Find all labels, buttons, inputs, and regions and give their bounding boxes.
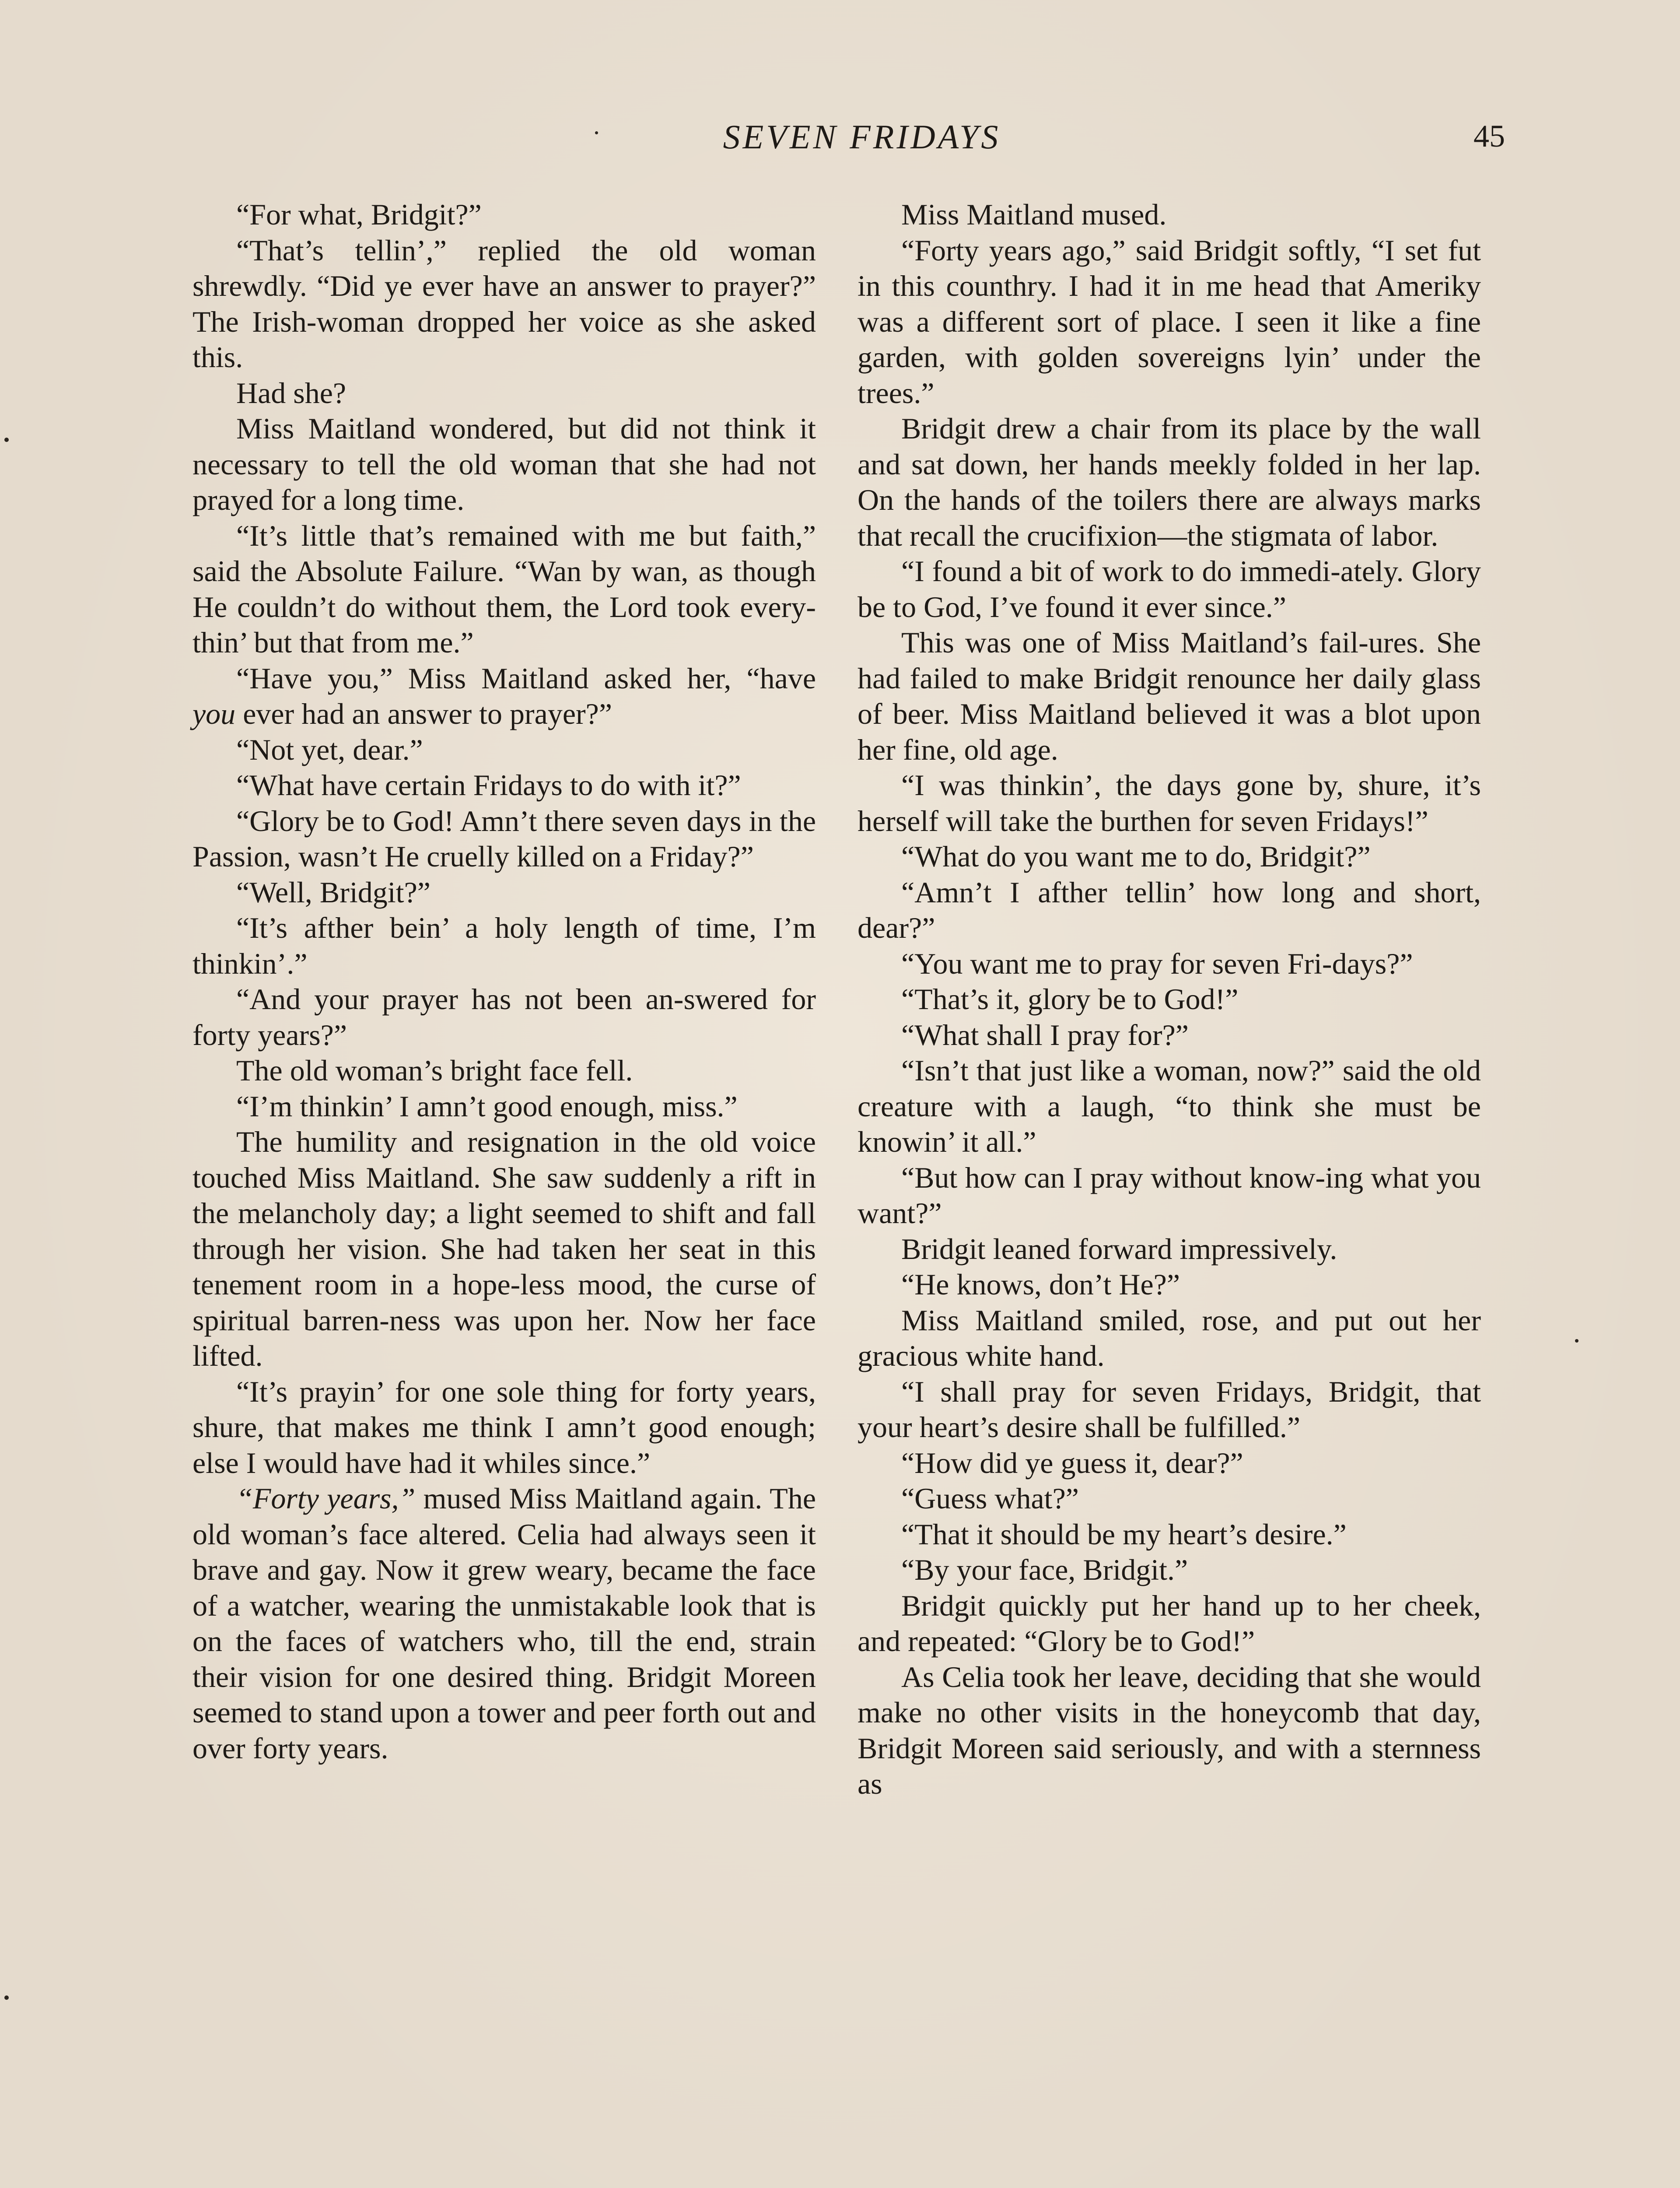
- paragraph: “It’s afther bein’ a holy length of time, I’m thinkin’.”: [192, 911, 816, 980]
- paragraph: As Celia took her leave, deciding that she would make no other visits in the honeycomb that day, Bridgit Moreen said seriously, and with a sternness as: [858, 1660, 1481, 1800]
- paragraph: Miss Maitland mused.: [901, 198, 1167, 231]
- paragraph: “And your prayer has not been an-swered for forty years?”: [192, 982, 816, 1052]
- paragraph: Bridgit leaned forward impressively.: [901, 1232, 1337, 1266]
- paragraph: This was one of Miss Maitland’s fail-ures. She had failed to make Bridgit renounce her daily glass of beer. Miss Maitland believed it was a blot upon her fine, old age.: [858, 626, 1481, 766]
- paragraph-text: mused Miss Maitland again. The old woman’s face altered. Celia had always seen it brave and gay. Now it grew weary, became the face of a watcher, wearing the unmistakable look that is on the faces of watchers who, till the end, strain their vision for one desired thing. Bridgit Moreen seemed to stand upon a tower and peer forth out and over forty years.: [192, 1482, 816, 1765]
- paragraph: “Well, Bridgit?”: [236, 875, 430, 909]
- page-number: 45: [1474, 119, 1505, 154]
- ink-speck: [1575, 1339, 1578, 1343]
- paragraph: “I shall pray for seven Fridays, Bridgit, that your heart’s desire shall be fulfilled.”: [858, 1375, 1481, 1444]
- paragraph: “Glory be to God! Amn’t there seven days in the Passion, wasn’t He cruelly killed on a Friday?”: [192, 804, 816, 873]
- paragraph: “That it should be my heart’s desire.”: [901, 1517, 1347, 1551]
- paragraph: “Forty years ago,” said Bridgit softly, “I set fut in this counthry. I had it in me head that Ameriky was a different sort of place. I seen it like a fine garden, with golden sovereigns lyin’ under the trees.”: [858, 233, 1481, 410]
- paragraph-text: “Have you,” Miss Maitland asked her, “have: [236, 661, 816, 695]
- paragraph: Miss Maitland smiled, rose, and put out her gracious white hand.: [858, 1303, 1481, 1372]
- paragraph: “Not yet, dear.”: [236, 733, 423, 766]
- paragraph: “Isn’t that just like a woman, now?” said the old creature with a laugh, “to think she must be knowin’ it all.”: [858, 1054, 1481, 1158]
- ink-speck: [4, 1995, 9, 2000]
- paragraph: “What do you want me to do, Bridgit?”: [901, 840, 1371, 873]
- running-title: SEVEN FRIDAYS: [723, 118, 1001, 156]
- paragraph: Had she?: [236, 376, 346, 410]
- paragraph: [192, 1481, 816, 1766]
- paragraph: “For what, Bridgit?”: [236, 198, 482, 231]
- paragraph: “That’s tellin’,” replied the old woman shrewdly. “Did ye ever have an answer to prayer?” The Irish-woman dropped her voice as she asked this.: [192, 233, 816, 374]
- paragraph: “It’s prayin’ for one sole thing for forty years, shure, that makes me think I amn’t good enough; else I would have had it whiles since.”: [192, 1375, 816, 1480]
- paragraph: [192, 661, 816, 732]
- paragraph: The humility and resignation in the old voice touched Miss Maitland. She saw suddenly a rift in the melancholy day; a light seemed to shift and fall through her vision. She had taken her seat in this tenement room in a hope-less mood, the curse of spiritual barren-ness was upon her. Now her face lifted.: [192, 1125, 816, 1372]
- paragraph: The old woman’s bright face fell.: [236, 1054, 633, 1087]
- paragraph: “That’s it, glory be to God!”: [901, 982, 1239, 1016]
- italic-emphasis: you: [192, 697, 236, 730]
- paragraph: “You want me to pray for seven Fri-days?”: [901, 947, 1413, 980]
- paragraph: “It’s little that’s remained with me but faith,” said the Absolute Failure. “Wan by wan, as though He couldn’t do without them, the Lord took every-thin’ but that from me.”: [192, 519, 816, 659]
- paragraph: “By your face, Bridgit.”: [901, 1553, 1188, 1586]
- paragraph: “What shall I pray for?”: [901, 1018, 1189, 1052]
- paragraph: “He knows, don’t He?”: [901, 1268, 1180, 1301]
- paragraph: “Amn’t I afther tellin’ how long and short, dear?”: [858, 875, 1481, 944]
- paragraph: “I found a bit of work to do immedi-ately. Glory be to God, I’ve found it ever since.”: [858, 554, 1481, 624]
- paragraph: Miss Maitland wondered, but did not think it necessary to tell the old woman that she had not prayed for a long time.: [192, 412, 816, 516]
- paragraph: Bridgit drew a chair from its place by the wall and sat down, her hands meekly folded in her lap. On the hands of the toilers there are always marks that recall the crucifixion—the stigmata of labor.: [858, 412, 1481, 552]
- paragraph: “But how can I pray without know-ing what you want?”: [858, 1161, 1481, 1230]
- ink-speck: [4, 438, 9, 442]
- right-column: [858, 197, 1481, 1802]
- paragraph: “I was thinkin’, the days gone by, shure, it’s herself will take the burthen for seven Fridays!”: [858, 768, 1481, 838]
- paragraph: “Guess what?”: [901, 1482, 1079, 1515]
- paragraph-text: ever had an answer to prayer?”: [235, 697, 612, 730]
- left-column: [192, 197, 816, 1766]
- paragraph: “How did ye guess it, dear?”: [901, 1446, 1243, 1480]
- paragraph: Bridgit quickly put her hand up to her cheek, and repeated: “Glory be to God!”: [858, 1588, 1481, 1658]
- paragraph: “What have certain Fridays to do with it?”: [236, 768, 741, 802]
- ink-speck: [595, 131, 598, 134]
- paragraph: “I’m thinkin’ I amn’t good enough, miss.”: [236, 1089, 738, 1123]
- italic-emphasis: “Forty years,”: [236, 1482, 416, 1515]
